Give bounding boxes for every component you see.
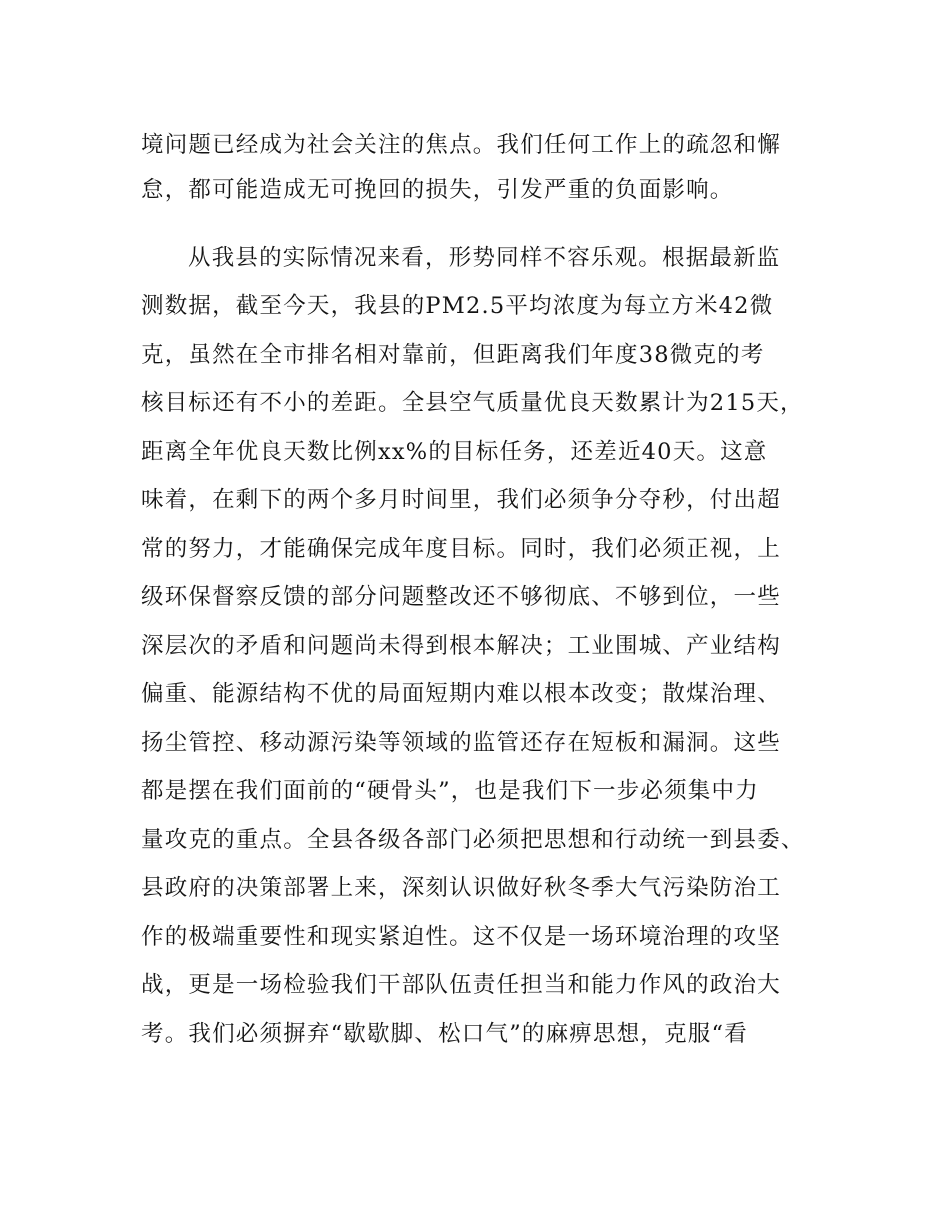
text-line: 作的极端重要性和现实紧迫性。这不仅是一场环境治理的攻坚 (141, 924, 781, 950)
text-line: 量攻克的重点。全县各级各部门必须把思想和行动统一到县委、 (141, 827, 805, 853)
text-line: 考。我们必须摒弃“歇歇脚、松口气”的麻痹思想，克服“看 (141, 1021, 748, 1047)
text-line: 常的努力，才能确保完成年度目标。同时，我们必须正视，上 (141, 536, 781, 562)
text-line: 距离全年优良天数比例xx%的目标任务，还差近40天。这意 (141, 439, 768, 465)
text-line: 味着，在剩下的两个多月时间里，我们必须争分夺秒，付出超 (141, 487, 781, 513)
text-line: 克，虽然在全市排名相对靠前，但距离我们年度38微克的考 (141, 342, 765, 368)
text-line: 偏重、能源结构不优的局面短期内难以根本改变；散煤治理、 (141, 681, 781, 707)
text-line: 测数据，截至今天，我县的PM2.5平均浓度为每立方米42微 (141, 293, 774, 319)
text-line: 战，更是一场检验我们干部队伍责任担当和能力作风的政治大 (141, 972, 781, 998)
paragraph-first-line: 从我县的实际情况来看，形势同样不容乐观。根据最新监 (188, 245, 781, 271)
text-line: 怠，都可能造成无可挽回的损失，引发严重的负面影响。 (141, 177, 734, 203)
text-line: 深层次的矛盾和问题尚未得到根本解决；工业围城、产业结构 (141, 633, 781, 659)
text-line: 境问题已经成为社会关注的焦点。我们任何工作上的疏忽和懈 (141, 132, 781, 158)
text-line: 都是摆在我们面前的“硬骨头”，也是我们下一步必须集中力 (141, 778, 759, 804)
text-line: 县政府的决策部署上来，深刻认识做好秋冬季大气污染防治工 (141, 875, 781, 901)
text-line: 级环保督察反馈的部分问题整改还不够彻底、不够到位，一些 (141, 584, 781, 610)
text-line: 核目标还有不小的差距。全县空气质量优良天数累计为215天， (141, 390, 804, 416)
text-line: 扬尘管控、移动源污染等领域的监管还存在短板和漏洞。这些 (141, 730, 781, 756)
